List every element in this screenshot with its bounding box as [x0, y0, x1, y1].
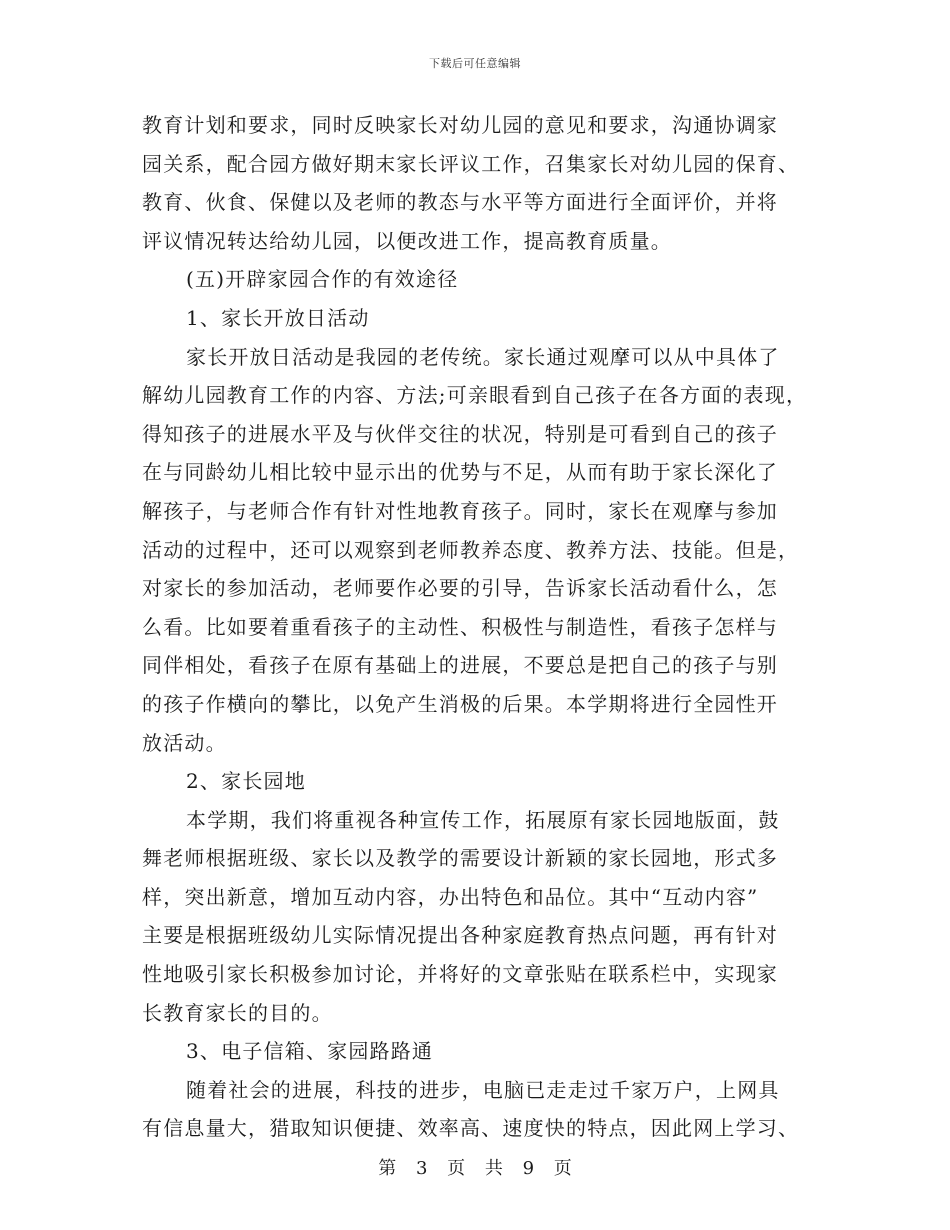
text-line: 舞老师根据班级、家长以及教学的需要设计新颖的家长园地，形式多 [142, 846, 778, 871]
text-line: 的孩子作横向的攀比，以免产生消极的后果。本学期将进行全园性开 [142, 691, 778, 716]
text-line: 随着社会的进展，科技的进步，电脑已走走过千家万户，上网具 [186, 1077, 780, 1102]
text-line: 样，突出新意，增加互动内容，办出特色和品位。其中“互动内容” [142, 884, 759, 909]
text-line: 3、电子信箱、家园路路通 [186, 1039, 434, 1064]
text-line: 性地吸引家长积极参加讨论，并将好的文章张贴在联系栏中，实现家 [142, 962, 778, 987]
text-line: 活动的过程中，还可以观察到老师教养态度、教养方法、技能。但是， [142, 537, 800, 562]
text-line: 教育计划和要求，同时反映家长对幼儿园的意见和要求，沟通协调家 [142, 113, 778, 137]
text-line: (五)开辟家园合作的有效途径 [186, 267, 459, 292]
footer-prefix: 第 [378, 1158, 397, 1179]
text-line: 园关系，配合园方做好期末家长评议工作，召集家长对幼儿园的保育、 [142, 151, 800, 176]
text-line: 评议情况转达给幼儿园，以便改进工作，提高教育质量。 [142, 228, 672, 253]
text-line: 解幼儿园教育工作的内容、方法;可亲眼看到自己孩子在各方面的表现， [142, 383, 808, 408]
text-line: 在与同龄幼儿相比较中显示出的优势与不足，从而有助于家长深化了 [142, 460, 778, 485]
footer-total-word: 共 [484, 1158, 503, 1179]
text-line: 放活动。 [142, 730, 227, 755]
text-line: 教育、伙食、保健以及老师的教态与水平等方面进行全面评价，并将 [142, 190, 778, 215]
text-line: 家长开放日活动是我园的老传统。家长通过观摩可以从中具体了 [186, 344, 780, 369]
text-line: 得知孩子的进展水平及与伙伴交往的状况，特别是可看到自己的孩子 [142, 421, 778, 446]
footer-suffix: 页 [553, 1158, 572, 1179]
text-line: 对家长的参加活动，老师要作必要的引导，告诉家长活动看什么，怎 [142, 576, 778, 601]
page-footer [0, 1154, 950, 1180]
total-pages-number: 9 [522, 1158, 535, 1179]
text-line: 长教育家长的目的。 [142, 1000, 333, 1025]
page-header-note: 下载后可任意编辑 [429, 57, 521, 70]
text-line: 有信息量大，猎取知识便捷、效率高、速度快的特点，因此网上学习、 [142, 1116, 800, 1141]
text-line: 主要是根据班级幼儿实际情况提出各种家庭教育热点问题，再有针对 [142, 923, 778, 948]
text-line: 2、家长园地 [186, 769, 306, 794]
text-line: 1、家长开放日活动 [186, 305, 370, 330]
text-line: 解孩子，与老师合作有针对性地教育孩子。同时，家长在观摩与参加 [142, 498, 778, 523]
text-line: 本学期，我们将重视各种宣传工作，拓展原有家长园地版面，鼓 [186, 807, 780, 832]
document-body [142, 106, 810, 1148]
text-line: 么看。比如要着重看孩子的主动性、积极性与制造性，看孩子怎样与 [142, 614, 778, 639]
text-line: 同伴相处，看孩子在原有基础上的进展，不要总是把自己的孩子与别 [142, 653, 778, 678]
footer-page-word: 页 [447, 1158, 466, 1179]
current-page-number: 3 [415, 1158, 428, 1179]
